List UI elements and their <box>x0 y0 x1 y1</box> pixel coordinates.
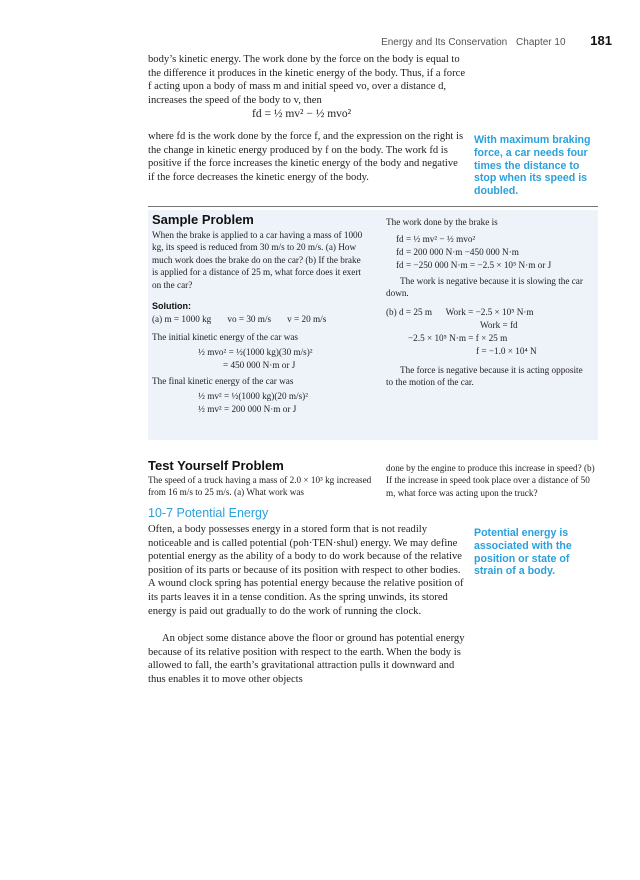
running-header <box>381 33 612 48</box>
sample-problem-question: When the brake is applied to a car having a mass of 1000 kg, its speed is reduced from 30 m/s to 20 m/s. (a) How much work does the brake do on the car? (b) If the brake is applied for a distance of 25 m, what force does it exert on the car? <box>152 230 363 290</box>
part-b-line-3: −2.5 × 10⁵ N·m = f × 25 m <box>408 333 508 343</box>
margin-note-braking: With maximum braking force, a car needs four times the distance to stop when its speed is doubled. <box>474 134 591 198</box>
intro-paragraph-1: body’s kinetic energy. The work done by the force on the body is equal to the difference it produces in the kinetic energy of the body. Thus, if a force f acting upon a body of mass m and initial speed vo, over a distance d, increases the speed of the body to v, then <box>148 54 466 106</box>
potential-energy-paragraph-1: Often, a body possesses energy in a stored form that is not readily noticeable and is called potential (poh·TEN·shul) energy. We may define potential energy as the ability of a body to do work because of the relative position of its parts or because of its position with respect to other bodies. A wound clock spring has potential energy because the relative position of its parts leaves it in a tense condition. As the spring unwinds, its stored energy is paid out gradually to do the work of running the clock. <box>148 524 464 617</box>
margin-note-potential-energy: Potential energy is associated with the position or state of strain of a body. <box>474 527 572 578</box>
potential-energy-paragraph-2: An object some distance above the floor or ground has potential energy because of its relative position with respect to the earth. When the body is allowed to fall, the earth’s gravitational attraction pulls it downward and thus enables it to move other objects <box>148 633 465 685</box>
test-yourself-left: The speed of a truck having a mass of 2.0 × 10³ kg increased from 16 m/s to 25 m/s. (a) What work was <box>148 475 372 498</box>
initial-ke-eq2: = 450 000 N·m or J <box>223 360 296 370</box>
part-b-line-4: f = −1.0 × 10⁴ N <box>476 346 537 356</box>
part-b-line-2: Work = fd <box>480 320 518 330</box>
negative-force-text: The force is negative because it is acting opposite to the motion of the car. <box>386 365 583 388</box>
work-eq3: fd = −250 000 N·m = −2.5 × 10⁵ N·m or J <box>396 260 552 270</box>
solution-givens: (a) m = 1000 kg vo = 30 m/s v = 20 m/s <box>152 314 327 324</box>
initial-ke-eq1: ½ mvo² = ½(1000 kg)(30 m/s)² <box>198 347 313 357</box>
solution-label: Solution: <box>152 301 191 311</box>
work-energy-equation: fd = ½ mv² − ½ mvo² <box>252 108 352 120</box>
final-ke-eq2: ½ mv² = 200 000 N·m or J <box>198 404 297 414</box>
section-divider <box>148 206 598 207</box>
test-yourself-right: done by the engine to produce this increase in speed? (b) If the increase in speed took place over a distance of 50 m, what force was acting upon the truck? <box>386 463 595 498</box>
work-eq1: fd = ½ mv² − ½ mvo² <box>396 234 476 244</box>
page-number: 181 <box>590 33 612 48</box>
test-yourself-title: Test Yourself Problem <box>148 458 284 473</box>
final-ke-text: The final kinetic energy of the car was <box>152 376 294 386</box>
initial-ke-text: The initial kinetic energy of the car was <box>152 332 299 342</box>
negative-work-text: The work is negative because it is slowing the car down. <box>386 276 583 299</box>
intro-paragraph-2: where fd is the work done by the force f, and the expression on the right is the change in kinetic energy produced by f on the body. The work fd is positive if the force increases the kinetic energy of the body and negative if the force decreases the kinetic energy of the body. <box>148 131 464 183</box>
final-ke-eq1: ½ mv² = ½(1000 kg)(20 m/s)² <box>198 391 308 401</box>
section-title: 10-7 Potential Energy <box>148 506 269 520</box>
work-eq2: fd = 200 000 N·m −450 000 N·m <box>396 247 519 257</box>
sample-problem-title: Sample Problem <box>152 212 254 227</box>
header-chapter: Chapter 10 <box>516 37 566 48</box>
part-b-line-1: (b) d = 25 m Work = −2.5 × 10⁵ N·m <box>386 307 534 317</box>
header-title: Energy and Its Conservation <box>381 37 508 48</box>
work-text: The work done by the brake is <box>386 217 498 227</box>
